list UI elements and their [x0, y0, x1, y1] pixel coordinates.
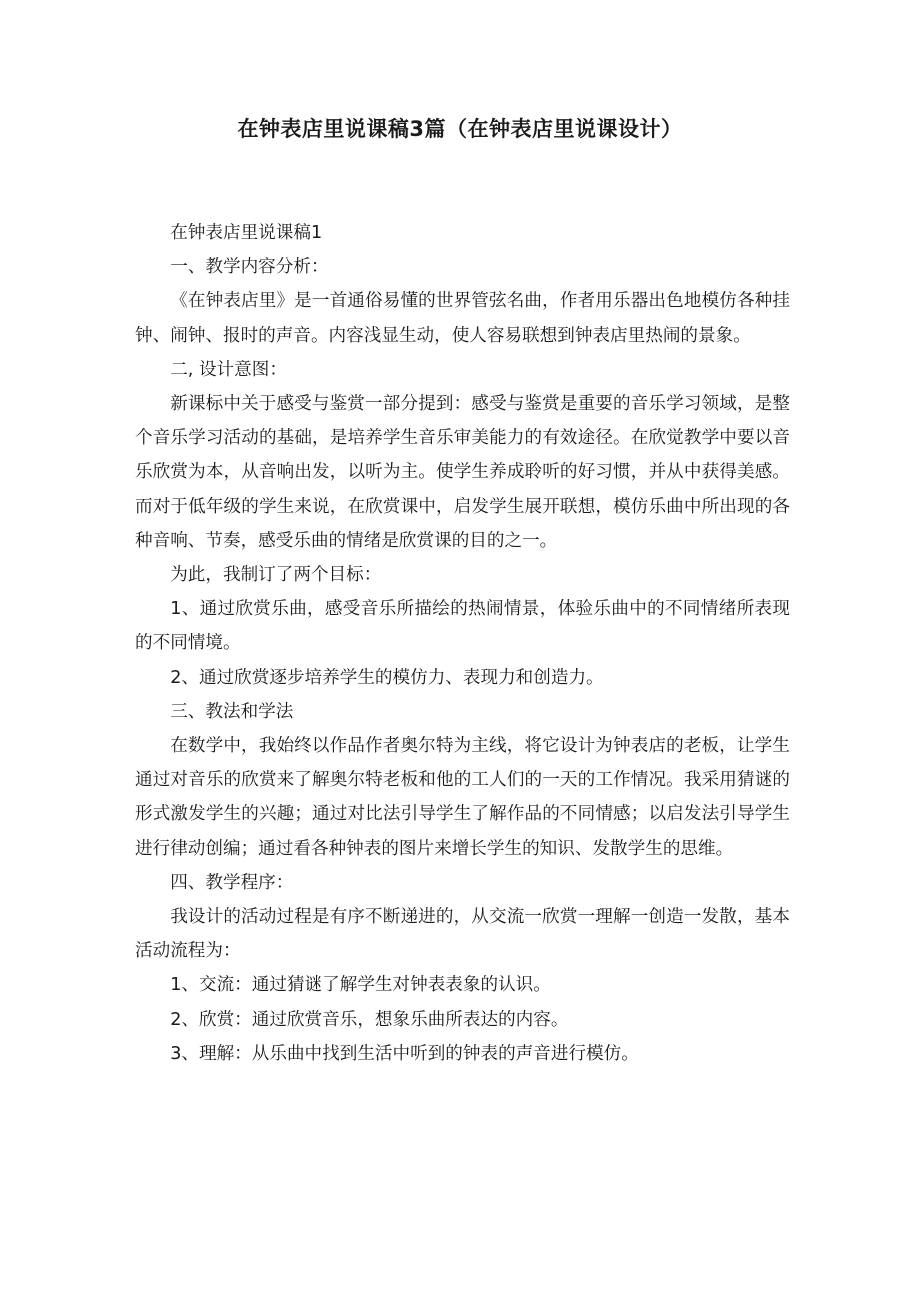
paragraph-content-analysis: 《在钟表店里》是一首通俗易懂的世界管弦名曲，作者用乐器出色地模仿各种挂钟、闹钟、报时的声音。内容浅显生动，使人容易联想到钟表店里热闹的景象。 [135, 291, 790, 346]
heading-procedure: 四、教学程序： [170, 872, 294, 893]
paragraph-methods: 在数学中，我始终以作品作者奥尔特为主线，将它设计为钟表店的老板，让学生通过对音乐的欣赏来了解奥尔特老板和他的工人们的一天的工作情况。我采用猜谜的形式激发学生的兴趣；通过对比法引导学生了解作品的不同情感；以启发法引导学生进行律动创编；通过看各种钟表的图片来增长学生的知识、发散学生的思维。 [135, 736, 790, 859]
paragraph-design-intent: 新课标中关于感受与鉴赏一部分提到：感受与鉴赏是重要的音乐学习领域，是整个音乐学习活动的基础，是培养学生音乐审美能力的有效途径。在欣觉教学中要以音乐欣赏为本，从音响出发，以听为主。使学生养成聆听的好习惯，并从中获得美感。而对于低年级的学生来说，在欣赏课中，启发学生展开联想，模仿乐曲中所出现的各种音响、节奏，感受乐曲的情绪是欣赏课的目的之一。 [135, 394, 790, 551]
heading-content-analysis: 一、教学内容分析： [170, 257, 329, 278]
section-heading-1: 在钟表店里说课稿1 [170, 223, 323, 243]
list-item-step-3: 3、理解：从乐曲中找到生活中听到的钟表的声音进行模仿。 [170, 1043, 639, 1064]
list-item-step-1: 1、交流：通过猜谜了解学生对钟表表象的认识。 [170, 975, 551, 996]
document-title: 在钟表店里说课稿3篇（在钟表店里说课设计） [237, 117, 683, 141]
list-item-goal-1: 1、通过欣赏乐曲，感受音乐所描绘的热闹情景，体验乐曲中的不同情绪所表现的不同情境。 [135, 599, 790, 654]
heading-design-intent: 二, 设计意图： [170, 359, 287, 380]
list-item-step-2: 2、欣赏：通过欣赏音乐，想象乐曲所表达的内容。 [170, 1009, 569, 1030]
heading-methods: 三、教法和学法 [170, 701, 294, 722]
document-body [135, 216, 790, 1071]
paragraph-procedure: 我设计的活动过程是有序不断递进的，从交流一欣赏一理解一创造一发散，基本活动流程为： [135, 907, 790, 962]
list-item-goal-2: 2、通过欣赏逐步培养学生的模仿力、表现力和创造力。 [170, 667, 604, 688]
paragraph-goals-intro: 为此，我制订了两个目标： [170, 565, 382, 586]
